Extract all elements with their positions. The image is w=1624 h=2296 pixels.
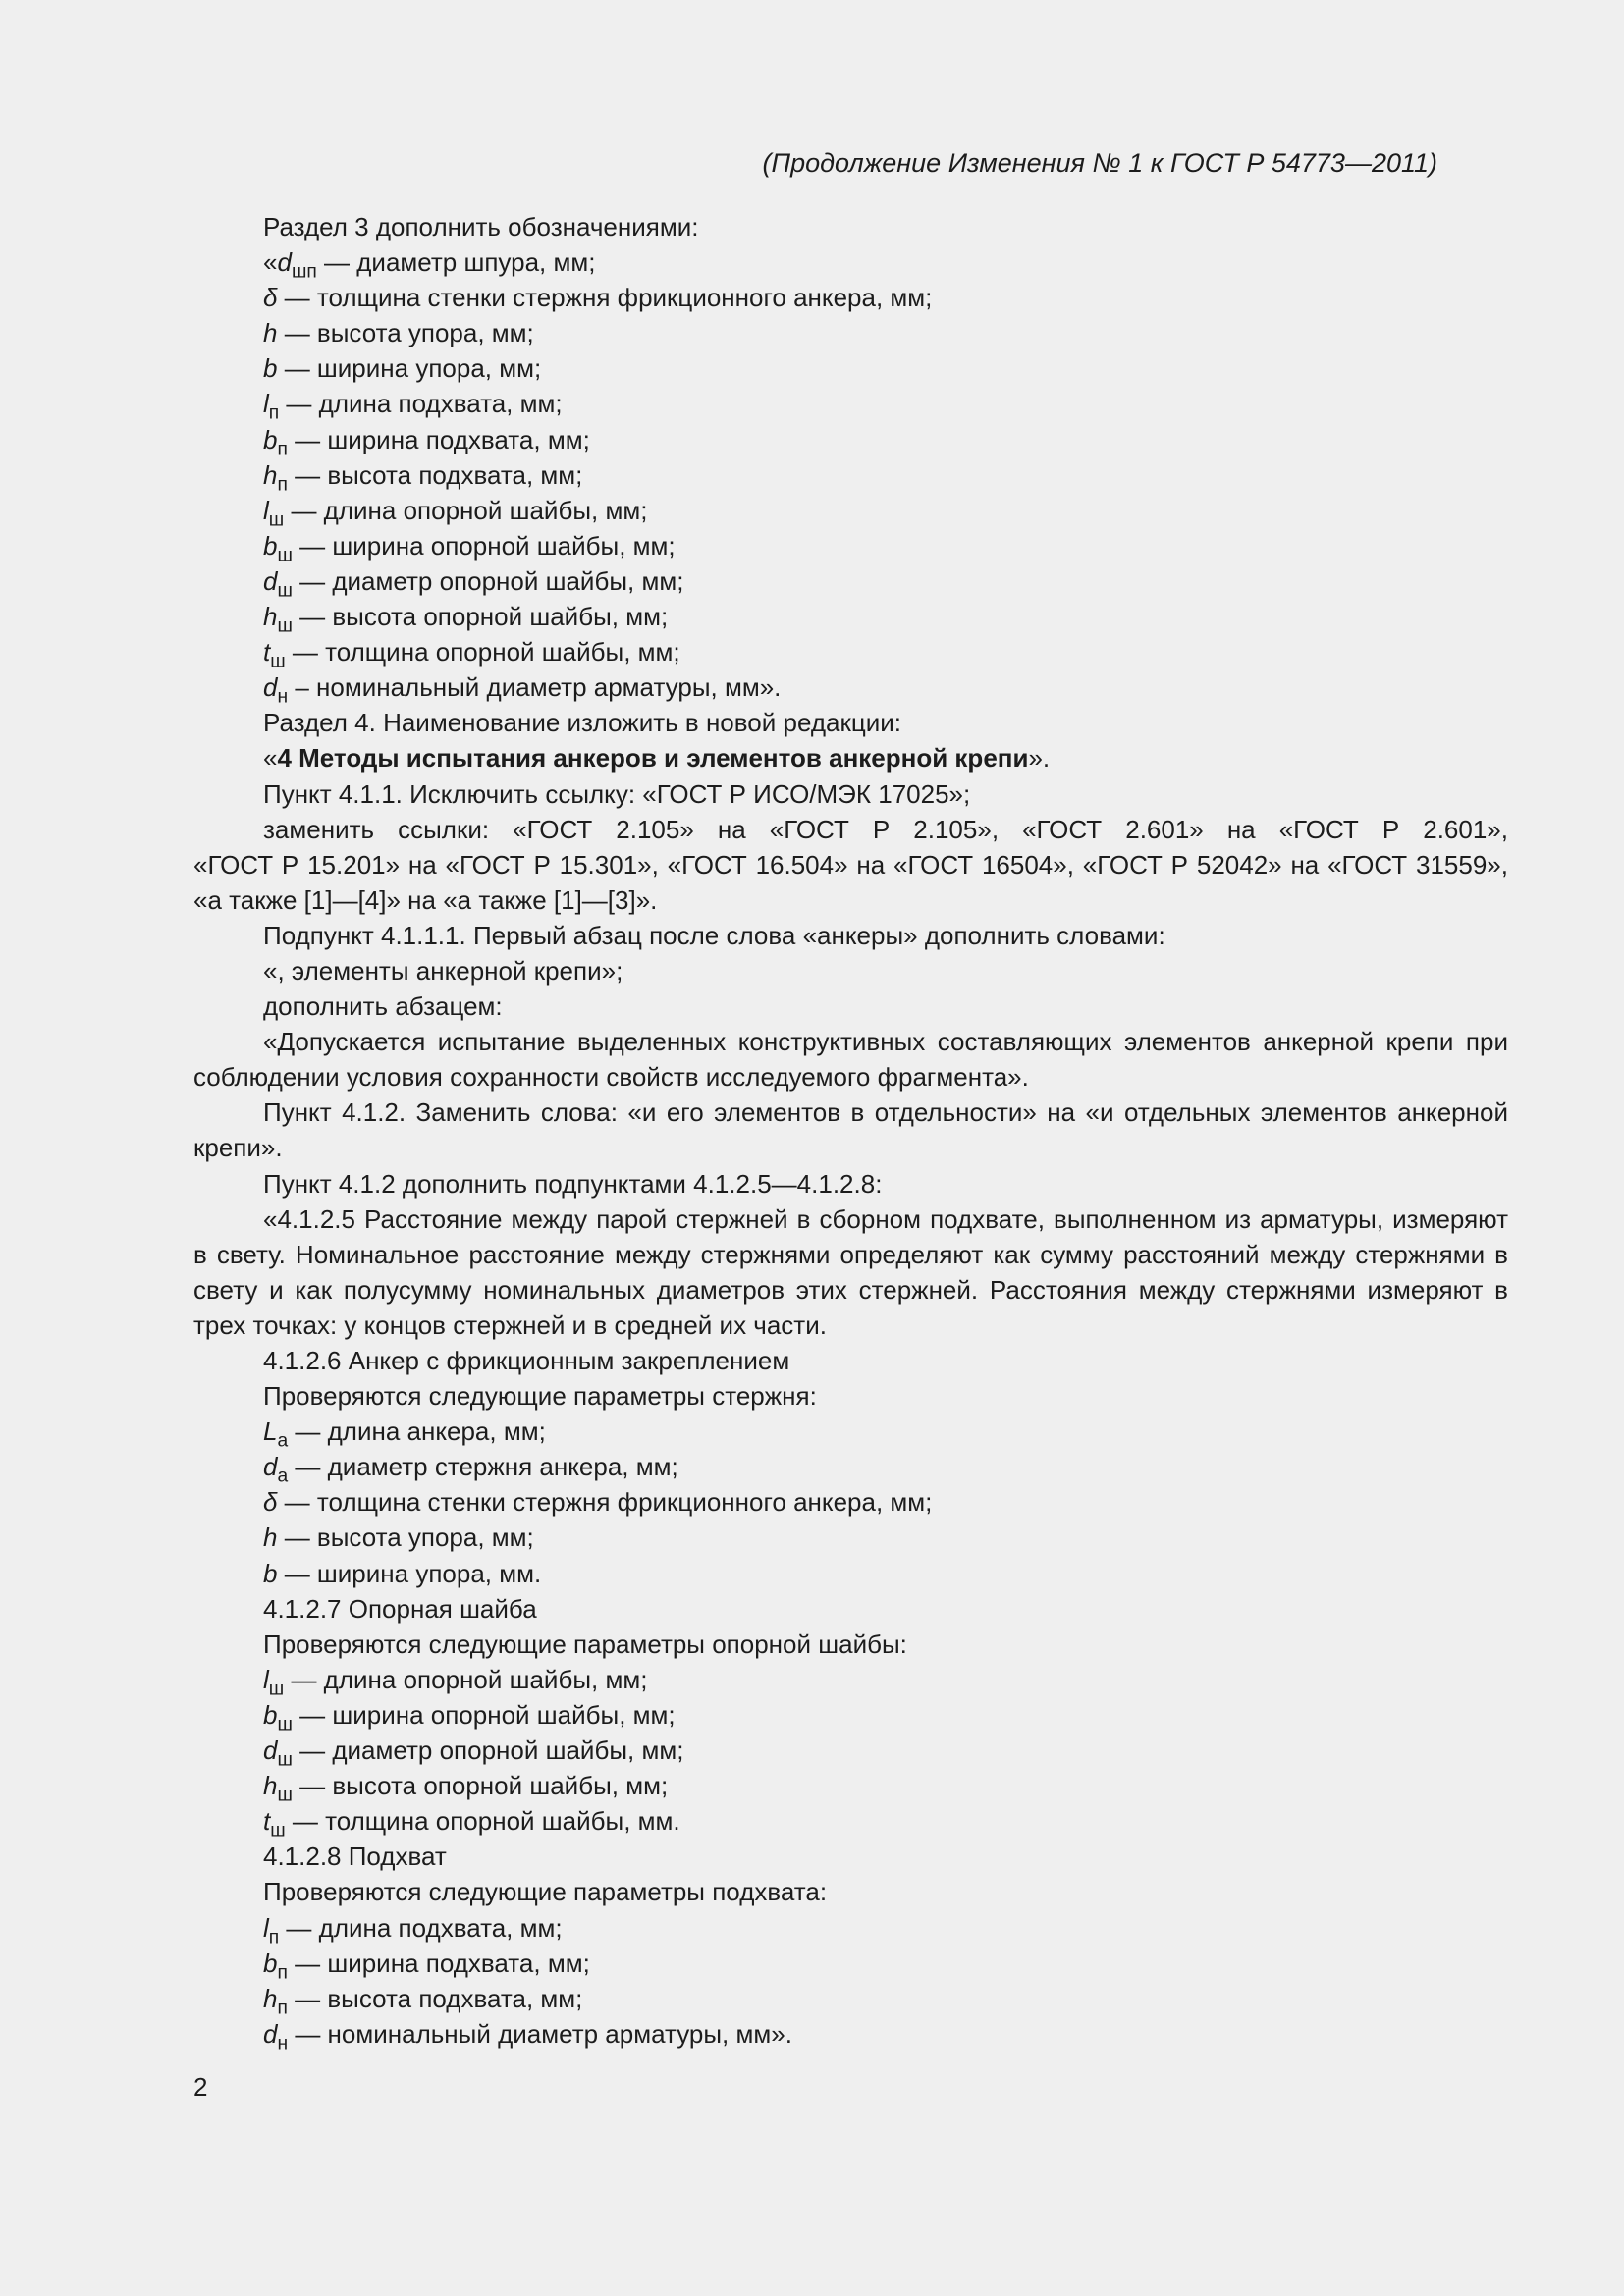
symbol-description: — диаметр стержня анкера, мм; (288, 1452, 678, 1482)
symbol-description: — ширина опорной шайбы, мм; (292, 530, 676, 561)
symbol-subscript: а (277, 1467, 289, 1487)
symbol-definition (193, 528, 1508, 566)
symbol-description: — ширина подхвата, мм; (287, 424, 590, 454)
p411-replace-line2: «ГОСТ Р 15.201» на «ГОСТ Р 15.301», «ГОСТ 16.504» на «ГОСТ 16504», «ГОСТ Р 52042» на «ГОСТ 31559», (193, 849, 1508, 880)
symbol-definition (193, 1768, 1508, 1806)
symbol: h (263, 1522, 278, 1553)
symbol: b (263, 530, 278, 561)
symbol-definition (193, 2016, 1508, 2055)
section3-symbol-list (193, 244, 1508, 708)
symbol-subscript: п (277, 439, 288, 460)
symbol-description: — высота подхвата, мм; (287, 459, 583, 490)
symbol-definition (193, 599, 1508, 637)
symbol-description: — ширина упора, мм; (277, 353, 542, 384)
symbol-subscript: п (268, 1927, 280, 1949)
symbol-definition (193, 350, 1508, 386)
symbol: b (263, 353, 278, 384)
p4128-heading: 4.1.2.8 Подхват (263, 1842, 447, 1872)
symbol-description: — высота подхвата, мм; (287, 1983, 583, 2013)
symbol-description: — длина опорной шайбы, мм; (284, 1664, 648, 1694)
p4126-intro: Проверяются следующие параметры стержня: (263, 1381, 817, 1412)
close-quote: ». (1028, 743, 1051, 774)
symbol-definition (193, 1556, 1508, 1591)
symbol-definition (193, 280, 1508, 315)
open-quote: « (263, 743, 278, 774)
symbol-definition (193, 457, 1508, 496)
p4128-intro: Проверяются следующие параметры подхвата: (263, 1877, 828, 1907)
symbol-definition (193, 1910, 1508, 1949)
symbol: δ (263, 1487, 278, 1518)
symbol-definition (193, 386, 1508, 425)
symbol-definition (193, 1662, 1508, 1700)
symbol-description: — высота упора, мм; (277, 318, 534, 348)
p412-add: Пункт 4.1.2 дополнить подпунктами 4.1.2.5—4.1.2.8: (263, 1168, 883, 1199)
symbol-definition (193, 1803, 1508, 1842)
p4127-intro: Проверяются следующие параметры опорной шайбы: (263, 1629, 907, 1659)
symbol: t (263, 637, 271, 667)
symbol: l (263, 1664, 269, 1694)
symbol-description: — высота упора, мм; (277, 1522, 534, 1553)
symbol: l (263, 389, 269, 419)
symbol-subscript: ш (277, 580, 293, 602)
symbol-subscript: п (277, 474, 288, 496)
p411-exclude: Пункт 4.1.1. Исключить ссылку: «ГОСТ Р ИСО/МЭК 17025»; (263, 778, 971, 809)
p4111-addition: «, элементы анкерной крепи»; (263, 955, 623, 986)
symbol-subscript: п (277, 1998, 288, 2019)
symbol: l (263, 495, 269, 525)
symbol-subscript: ш (268, 509, 285, 531)
symbol-description: — длина опорной шайбы, мм; (284, 495, 648, 525)
symbol: d (263, 672, 278, 703)
symbol-subscript: ш (277, 1749, 293, 1771)
symbol-description: — ширина опорной шайбы, мм; (292, 1699, 676, 1730)
p4126-symbol-list (193, 1414, 1508, 1590)
symbol-description: — длина подхвата, мм; (279, 1912, 563, 1943)
symbol-description: — длина подхвата, мм; (279, 389, 563, 419)
symbol: d (277, 247, 292, 278)
page-number: 2 (193, 2072, 208, 2102)
symbol-definition (193, 1981, 1508, 2019)
symbol-definition (193, 422, 1508, 460)
symbol-description: — толщина опорной шайбы, мм. (285, 1806, 680, 1837)
symbol-description: — номинальный диаметр арматуры, мм». (288, 2018, 792, 2049)
symbol-subscript: ш (268, 1679, 285, 1700)
symbol-description: — толщина опорной шайбы, мм; (285, 637, 680, 667)
symbol-definition (193, 669, 1508, 708)
symbol-description: — ширина упора, мм. (277, 1558, 542, 1588)
p4125-text: «4.1.2.5 Расстояние между парой стержней в сборном подхвате, выполненном из арматуры, измеряют в свету. Номинальное расстояние между стержнями определяют как сумму расстояний между стержнями в свету и как полусумму номинальных диаметров этих стержней. Расстояния между стержнями измеряют в трех точках: у концов стержней и в средней их части. (193, 1203, 1508, 1340)
p4126-heading: 4.1.2.6 Анкер с фрикционным закреплением (263, 1346, 790, 1375)
symbol-description: — высота опорной шайбы, мм; (292, 1771, 669, 1801)
section4-new-title (193, 740, 1508, 775)
symbol: t (263, 1806, 271, 1837)
symbol-definition (193, 1697, 1508, 1733)
p4111-intro: Подпункт 4.1.1.1. Первый абзац после слова «анкеры» дополнить словами: (263, 920, 1165, 950)
symbol-description: — высота опорной шайбы, мм; (292, 602, 669, 632)
symbol: L (263, 1416, 278, 1447)
symbol-definition (193, 1414, 1508, 1452)
symbol-definition (193, 1484, 1508, 1520)
symbol: h (263, 459, 278, 490)
symbol-subscript: ш (277, 1714, 293, 1735)
symbol: δ (263, 283, 278, 313)
symbol: b (263, 1948, 278, 1978)
symbol-definition (193, 634, 1508, 672)
symbol-description: — диаметр шпура, мм; (316, 247, 596, 278)
section4-title-bold: 4 Методы испытания анкеров и элементов анкерной крепи (277, 743, 1029, 774)
symbol-definition (193, 1520, 1508, 1555)
symbol-subscript: ш (277, 615, 293, 637)
p4111-paragraph: «Допускается испытание выделенных конструктивных составляющих элементов анкерной крепи при соблюдении условия сохранности свойств исследуемого фрагмента». (193, 1027, 1508, 1093)
symbol-subscript: п (268, 403, 280, 425)
section4-intro: Раздел 4. Наименование изложить в новой редакции: (263, 708, 901, 738)
symbol-description: – номинальный диаметр арматуры, мм». (288, 672, 782, 703)
symbol: h (263, 318, 278, 348)
symbol-definition (193, 315, 1508, 350)
p4111-add-paragraph: дополнить абзацем: (263, 991, 503, 1022)
symbol-subscript: ш (270, 1820, 286, 1842)
symbol-description: — диаметр опорной шайбы, мм; (292, 565, 684, 596)
symbol-subscript: а (277, 1430, 289, 1452)
p4128-symbol-list (193, 1910, 1508, 2055)
symbol-subscript: ш (277, 545, 293, 566)
symbol: h (263, 1771, 278, 1801)
symbol-description: — ширина подхвата, мм; (287, 1948, 590, 1978)
p412-replace: Пункт 4.1.2. Заменить слова: «и его элементов в отдельности» на «и отдельных элементов анкерной крепи». (193, 1097, 1508, 1163)
symbol: d (263, 565, 278, 596)
symbol-subscript: н (277, 686, 289, 708)
symbol-definition (193, 563, 1508, 602)
document-body (193, 209, 1508, 2055)
symbol-definition (193, 1946, 1508, 1984)
p4127-symbol-list (193, 1662, 1508, 1842)
symbol-subscript: н (277, 2033, 289, 2055)
symbol-definition (193, 1449, 1508, 1487)
symbol: d (263, 1452, 278, 1482)
symbol-subscript: ш (277, 1785, 293, 1806)
symbol-subscript: шп (291, 261, 317, 283)
symbol: d (263, 2018, 278, 2049)
symbol-subscript: ш (270, 651, 286, 672)
symbol-description: — длина анкера, мм; (288, 1416, 546, 1447)
symbol: l (263, 1912, 269, 1943)
symbol: b (263, 1699, 278, 1730)
p4127-heading: 4.1.2.7 Опорная шайба (263, 1593, 537, 1624)
symbol-description: — толщина стенки стержня фрикционного анкера, мм; (277, 1487, 933, 1518)
symbol-definition (193, 244, 1508, 283)
symbol: d (263, 1735, 278, 1766)
symbol-definition (193, 493, 1508, 531)
symbol: h (263, 1983, 278, 2013)
symbol-description: — толщина стенки стержня фрикционного анкера, мм; (277, 283, 933, 313)
section3-intro: Раздел 3 дополнить обозначениями: (263, 212, 699, 241)
symbol: b (263, 424, 278, 454)
p411-replace-line3: «а также [1]—[4]» на «а также [1]—[3]». (193, 884, 658, 915)
continuation-header: (Продолжение Изменения № 1 к ГОСТ Р 54773—2011) (762, 148, 1437, 178)
symbol: b (263, 1558, 278, 1588)
symbol-definition (193, 1733, 1508, 1771)
symbol-subscript: п (277, 1962, 288, 1984)
open-quote: « (263, 247, 278, 278)
symbol-description: — диаметр опорной шайбы, мм; (292, 1735, 684, 1766)
symbol: h (263, 602, 278, 632)
p411-replace-line1: заменить ссылки: «ГОСТ 2.105» на «ГОСТ Р 2.105», «ГОСТ 2.601» на «ГОСТ Р 2.601», (263, 814, 1508, 844)
